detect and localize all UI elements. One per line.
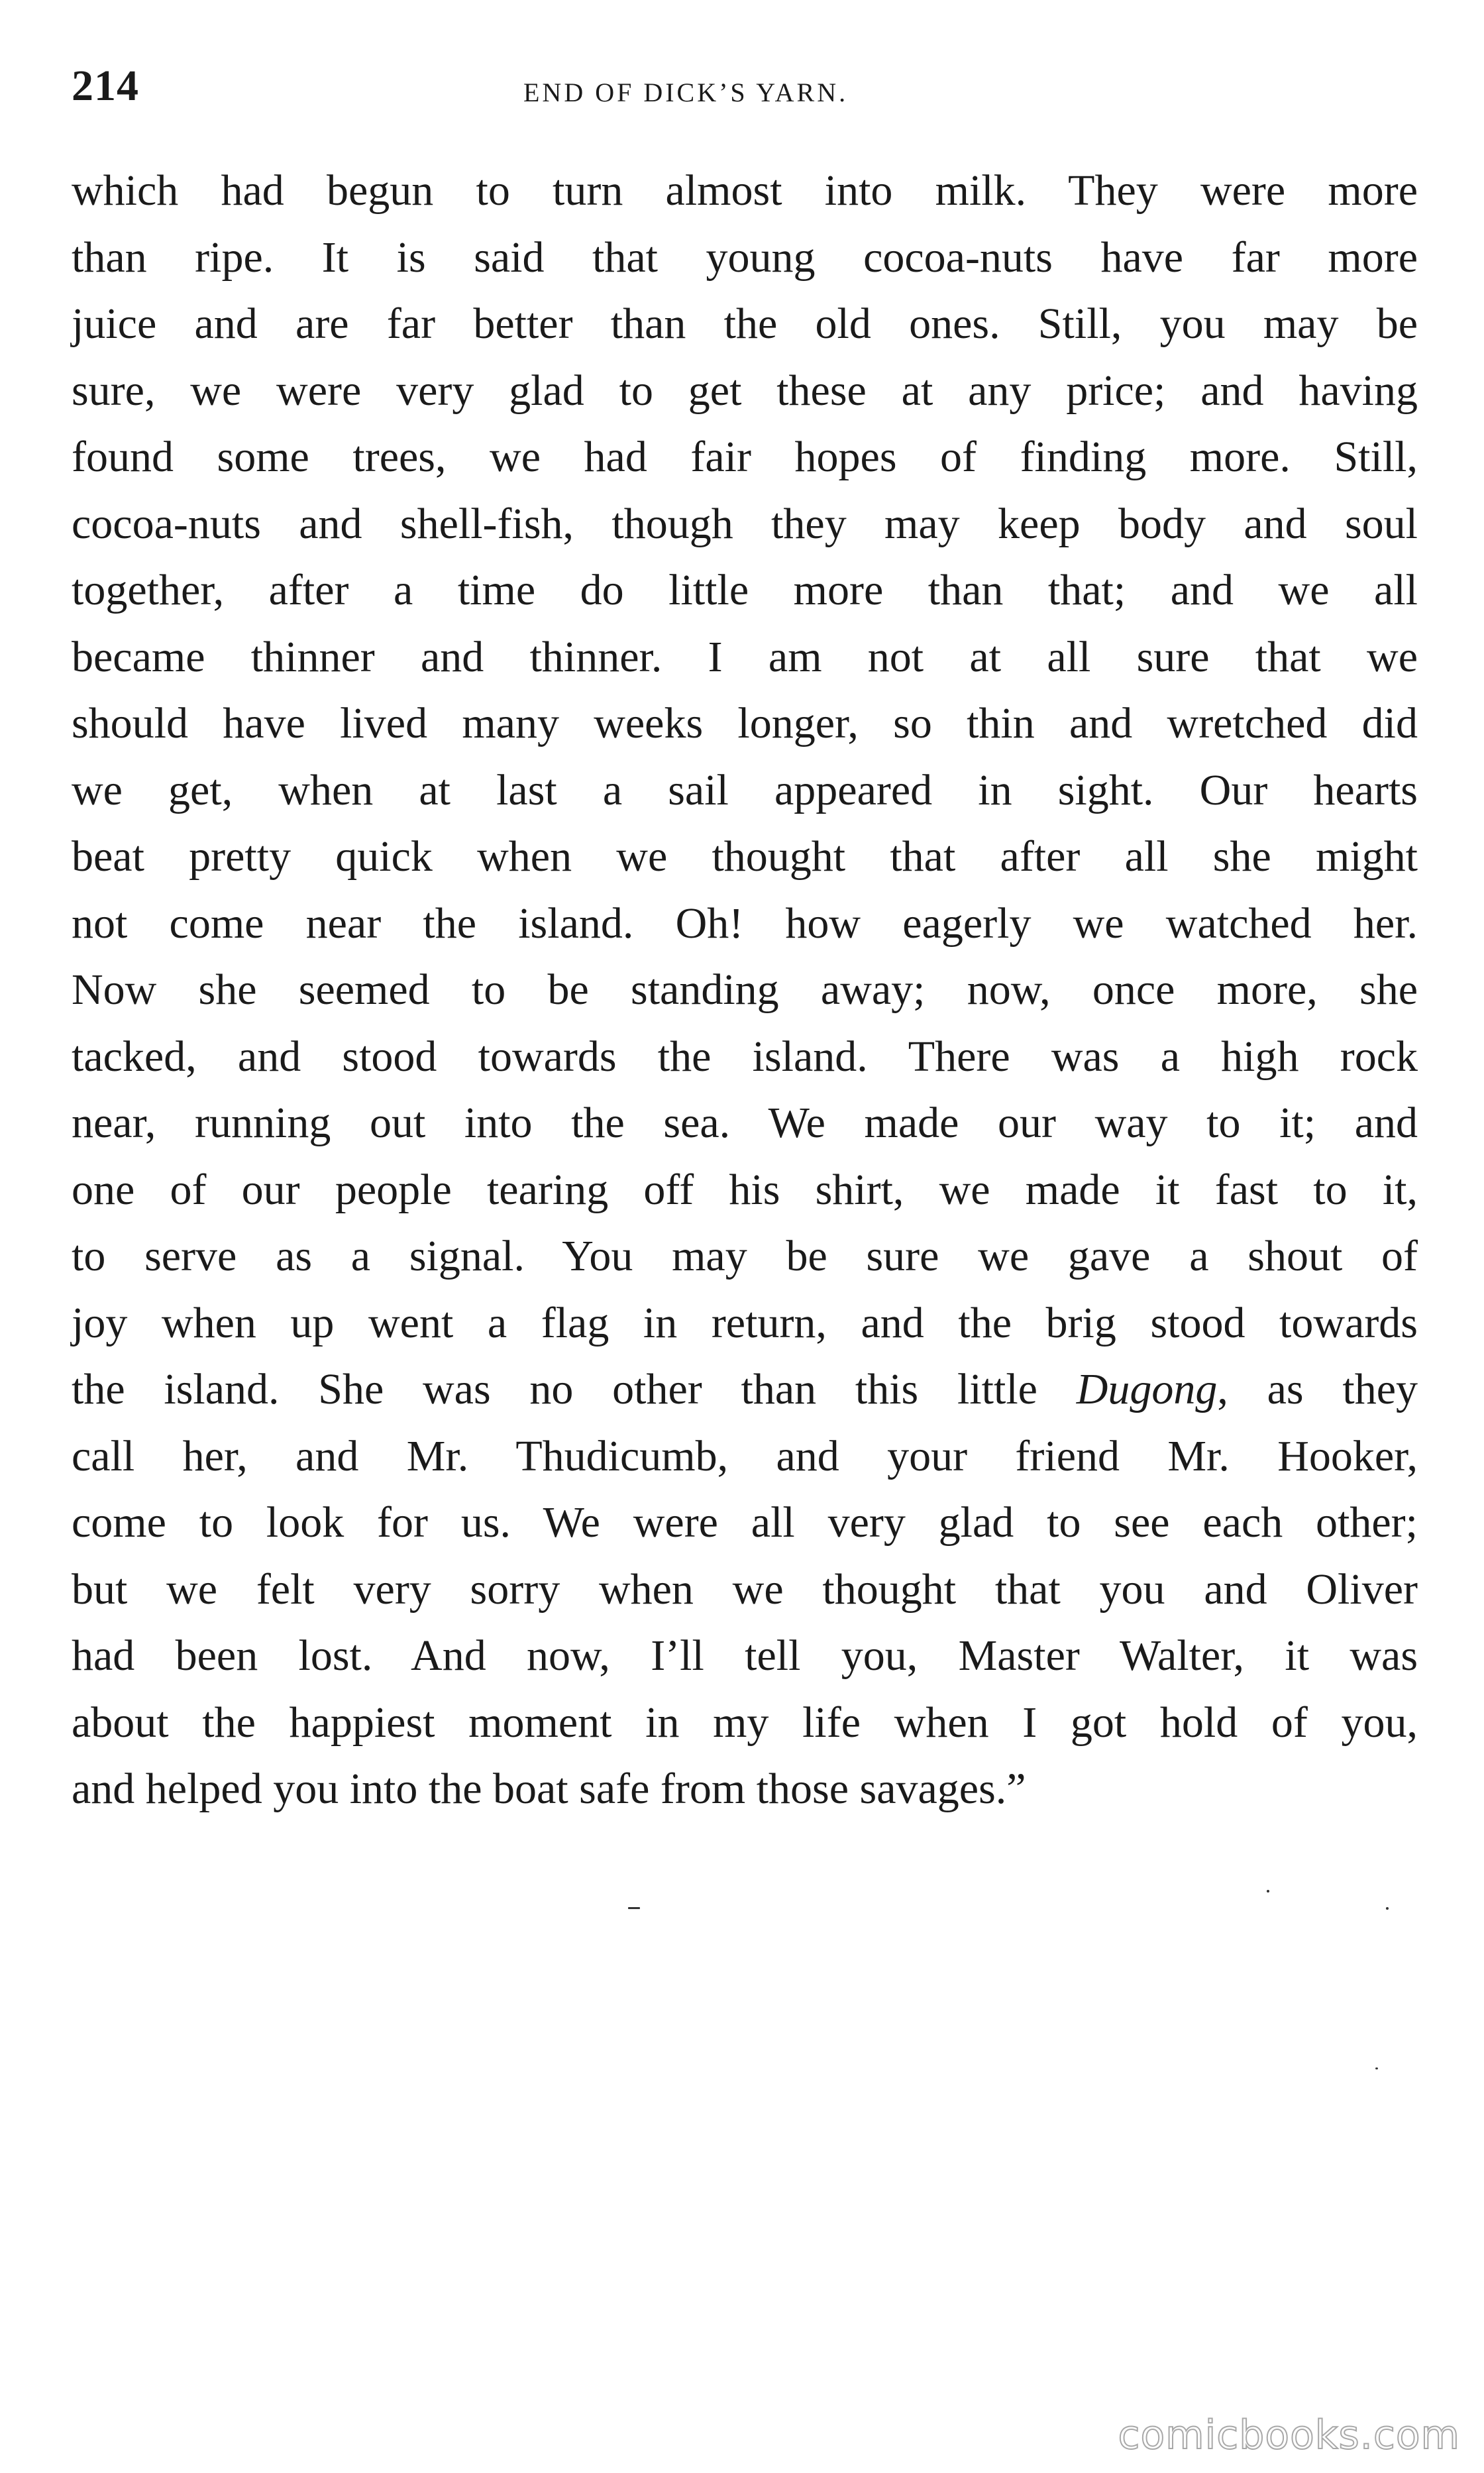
text-line: one of our people tearing off his shirt, we made it fast to it, [72,1165,1418,1214]
text-line: found some trees, we had fair hopes of finding more. Still, [72,433,1418,481]
text-segment: the island. She was no other than this little [72,1365,1077,1413]
page-number: 214 [72,62,139,110]
text-line-with-italic [72,1356,1418,1423]
text-line: Now she seemed to be standing away; now, once more, she [72,965,1418,1014]
text-line: call her, and Mr. Thudicumb, and your friend Mr. Hooker, [72,1431,1418,1480]
print-speck [628,1907,640,1909]
text-line: which had begun to turn almost into milk. They were more [72,166,1418,215]
text-line: juice and are far better than the old ones. Still, you may be [72,300,1418,348]
text-line: to serve as a signal. You may be sure we gave a shout of [72,1232,1418,1280]
text-line: became thinner and thinner. I am not at all sure that we [72,632,1418,681]
text-line: about the happiest moment in my life when I got hold of you, [72,1698,1418,1747]
running-title: END OF DICK’S YARN. [523,78,849,107]
watermark: comicbooks.com [1118,2412,1460,2458]
print-speck [1267,1890,1269,1893]
text-line: than ripe. It is said that young cocoa-nuts have far more [72,233,1418,282]
text-line-final: and helped you into the boat safe from those savages.” [72,1765,1026,1813]
text-line: we get, when at last a sail appeared in sight. Our hearts [72,765,1418,814]
text-line: come to look for us. We were all very glad to see each other; [72,1498,1418,1547]
text-line: tacked, and stood towards the island. There was a high rock [72,1032,1418,1081]
text-segment: , as they [1217,1365,1418,1413]
text-line: but we felt very sorry when we thought that you and Oliver [72,1565,1418,1614]
text-line: joy when up went a flag in return, and the brig stood towards [72,1298,1418,1347]
text-line: near, running out into the sea. We made our way to it; and [72,1099,1418,1147]
text-line: beat pretty quick when we thought that after all she might [72,832,1418,881]
print-speck [1375,2067,1378,2069]
print-speck [1386,1907,1389,1910]
text-line: not come near the island. Oh! how eagerly we watched her. [72,899,1418,948]
text-line: should have lived many weeks longer, so thin and wretched did [72,699,1418,747]
ship-name-italic: Dugong [1076,1365,1218,1413]
text-line: together, after a time do little more than that; and we all [72,566,1418,614]
body-paragraph [72,158,1418,1823]
text-line: had been lost. And now, I’ll tell you, Master Walter, it was [72,1631,1418,1680]
running-head [72,61,1423,121]
text-line: sure, we were very glad to get these at any price; and having [72,366,1418,415]
text-line: cocoa-nuts and shell-fish, though they may keep body and soul [72,499,1418,548]
